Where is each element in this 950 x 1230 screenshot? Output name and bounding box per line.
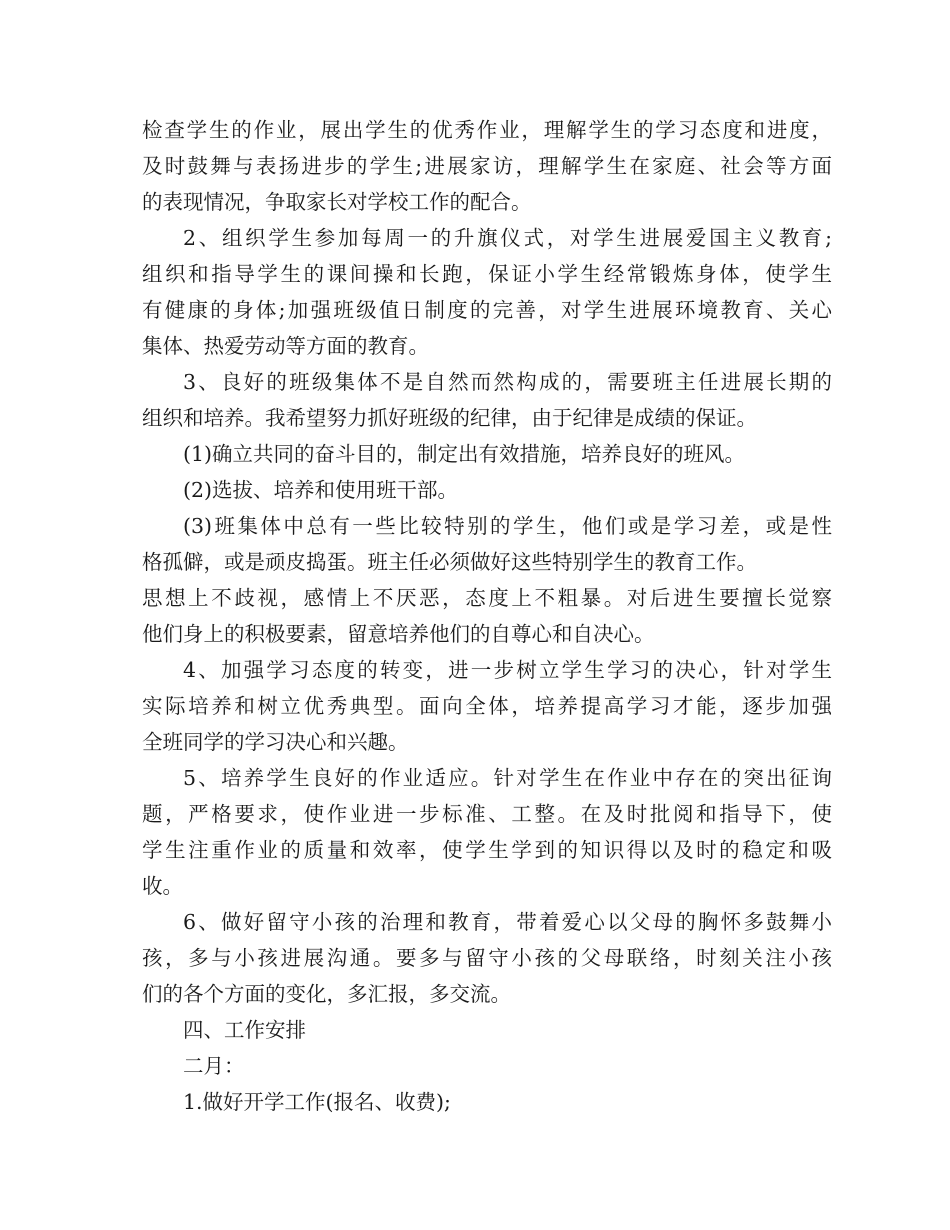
document-body xyxy=(142,112,832,1120)
text-line: 的表现情况，争取家长对学校工作的配合。 xyxy=(142,190,532,214)
text-line: (1)确立共同的奋斗目的，制定出有效措施，培养良好的班风。 xyxy=(183,442,746,466)
text-line: 学生注重作业的质量和效率，使学生学到的知识得以及时的稳定和吸 xyxy=(142,838,832,862)
text-line: 组织和指导学生的课间操和长跑，保证小学生经常锻炼身体，使学生 xyxy=(142,262,832,286)
text-line: 集体、热爱劳动等方面的教育。 xyxy=(142,334,429,358)
text-line: (2)选拔、培养和使用班干部。 xyxy=(183,478,459,502)
text-line: 3、良好的班级集体不是自然而然构成的，需要班主任进展长期的 xyxy=(183,370,832,394)
text-line: 6、做好留守小孩的治理和教育，带着爱心以父母的胸怀多鼓舞小 xyxy=(183,910,832,934)
text-line: 思想上不歧视，感情上不厌恶，态度上不粗暴。对后进生要擅长觉察 xyxy=(142,586,832,610)
text-line: 实际培养和树立优秀典型。面向全体，培养提高学习才能，逐步加强 xyxy=(142,694,832,718)
text-line: 有健康的身体;加强班级值日制度的完善，对学生进展环境教育、关心 xyxy=(142,298,832,322)
text-line: 们的各个方面的变化，多汇报，多交流。 xyxy=(142,982,511,1006)
text-line: 组织和培养。我希望努力抓好班级的纪律，由于纪律是成绩的保证。 xyxy=(142,406,757,430)
text-line: 5、培养学生良好的作业适应。针对学生在作业中存在的突出征询 xyxy=(183,766,832,790)
text-line: 孩，多与小孩进展沟通。要多与留守小孩的父母联络，时刻关注小孩 xyxy=(142,946,832,970)
text-line: 收。 xyxy=(142,874,183,898)
text-line: (3)班集体中总有一些比较特别的学生，他们或是学习差，或是性 xyxy=(183,514,832,538)
text-line: 4、加强学习态度的转变，进一步树立学生学习的决心，针对学生 xyxy=(183,658,832,682)
text-line: 二月： xyxy=(183,1054,245,1078)
text-line: 检查学生的作业，展出学生的优秀作业，理解学生的学习态度和进度， xyxy=(142,118,832,142)
text-line: 他们身上的积极要素，留意培养他们的自尊心和自决心。 xyxy=(142,622,655,646)
text-line: 全班同学的学习决心和兴趣。 xyxy=(142,730,409,754)
text-line: 及时鼓舞与表扬进步的学生;进展家访，理解学生在家庭、社会等方面 xyxy=(142,154,832,178)
text-line: 2、组织学生参加每周一的升旗仪式，对学生进展爱国主义教育; xyxy=(183,226,832,250)
text-line: 题，严格要求，使作业进一步标准、工整。在及时批阅和指导下，使 xyxy=(142,802,832,826)
text-line: 格孤僻，或是顽皮捣蛋。班主任必须做好这些特别学生的教育工作。 xyxy=(142,550,757,574)
text-line: 1.做好开学工作(报名、收费); xyxy=(183,1090,451,1114)
text-line: 四、工作安排 xyxy=(183,1018,306,1042)
